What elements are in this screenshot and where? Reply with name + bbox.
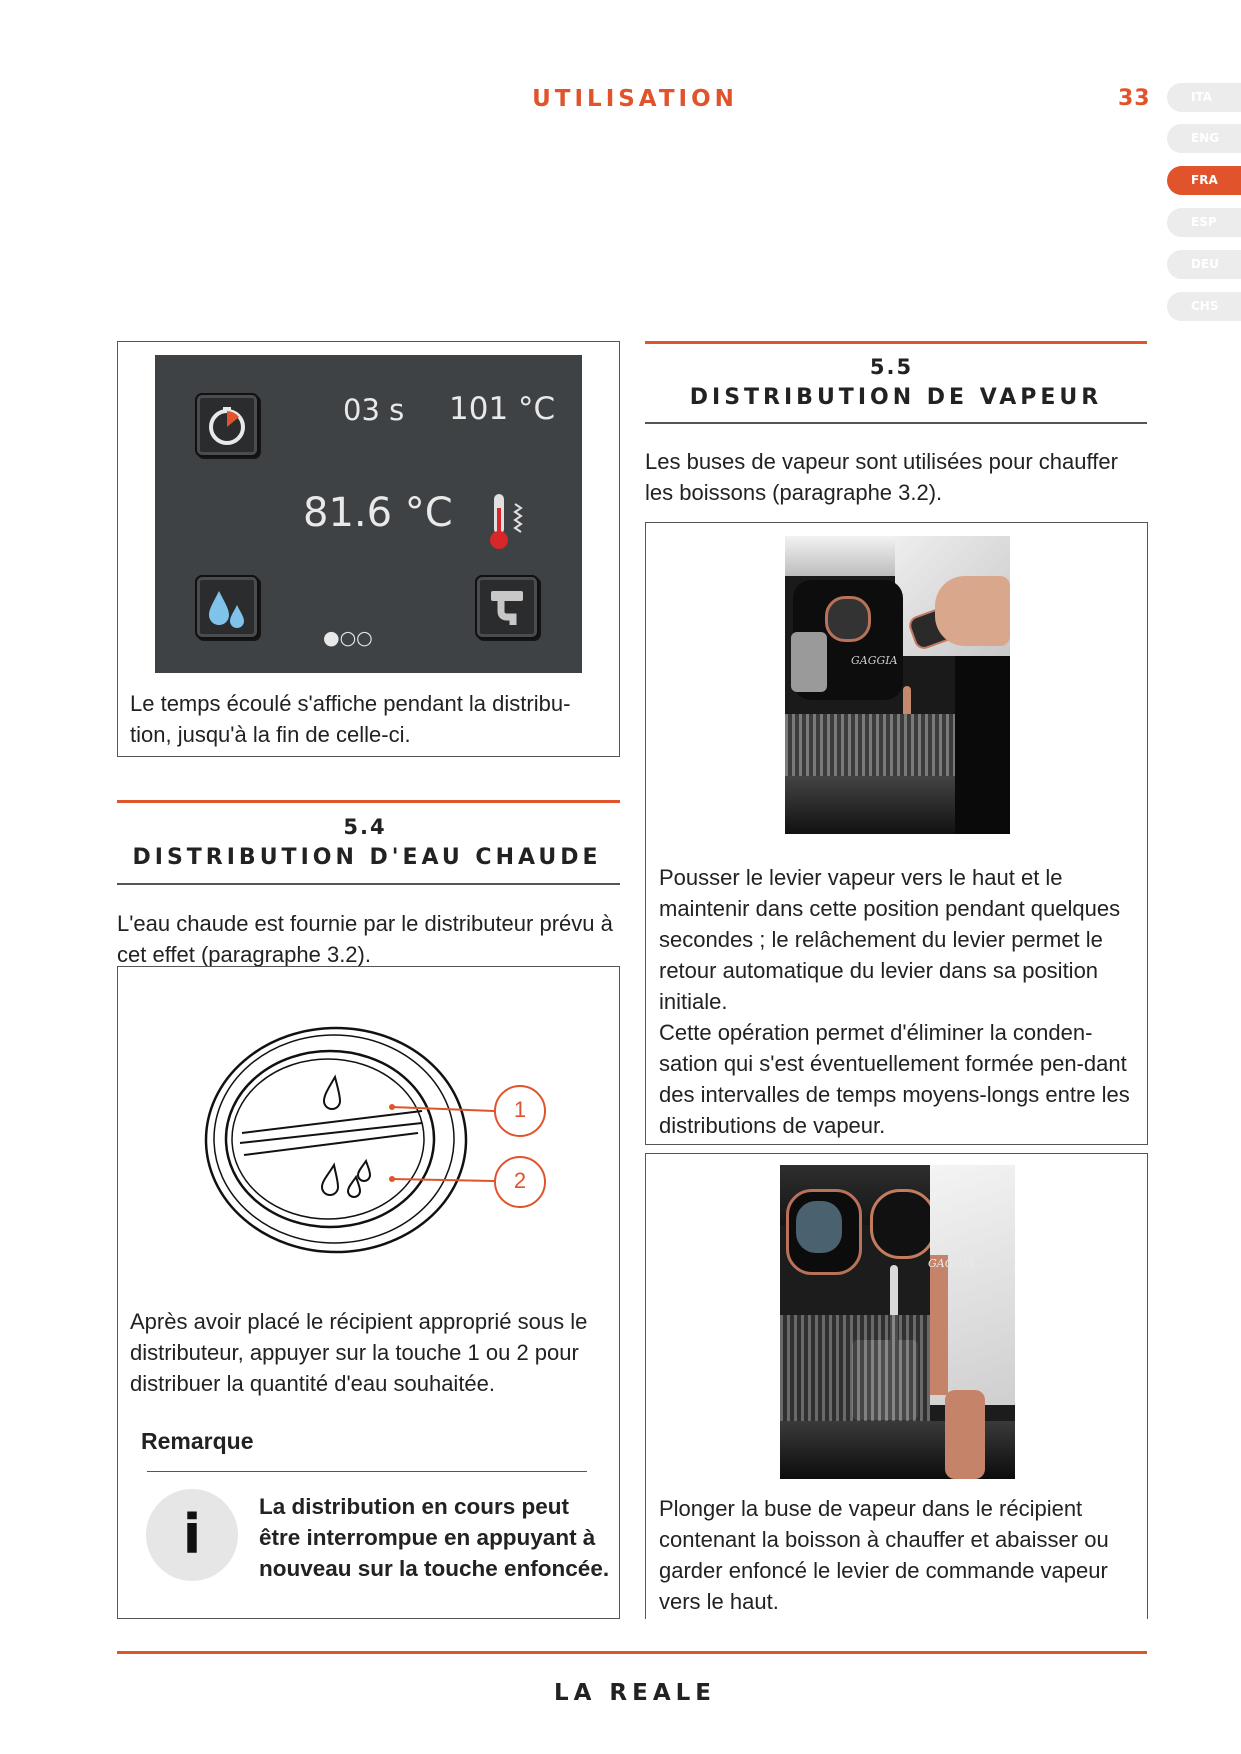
callout-2: 2 <box>513 1168 527 1193</box>
section-54-bottom-rule <box>117 883 620 885</box>
photo1-brand: GAGGIA <box>851 654 898 667</box>
section-54-instructions: Après avoir placé le récipient approprié sous le distributeur, appuyer sur la touche 1 ou 2 pour distribuer la quantité d'eau souhaitée. <box>130 1309 588 1396</box>
timer-button <box>195 393 259 457</box>
lang-tab-deu[interactable]: DEU <box>1167 250 1241 279</box>
section-54-top-rule <box>117 800 620 803</box>
note-title: Remarque <box>141 1428 254 1454</box>
timer-icon <box>197 395 257 455</box>
section-55-top-rule <box>645 341 1147 344</box>
steam-step1-text: Pousser le levier vapeur vers le haut et le maintenir dans cette position pendant quelques secondes ; le relâchement du levier permet le retour automatique du levier dans sa position initiale. <box>659 865 1121 1014</box>
hot-water-dispenser-diagram <box>200 1015 560 1270</box>
callout-1: 1 <box>513 1097 527 1122</box>
steam-step2-text: Plonger la buse de vapeur dans le récipient contenant la boisson à chauffer et abaisser ou garder enfoncé le levier de commande vapeur vers le haut. <box>659 1496 1109 1614</box>
section-55-title: DISTRIBUTION DE VAPEUR <box>689 385 1103 410</box>
lang-tab-fra[interactable]: FRA <box>1167 166 1241 195</box>
footer-brand: LA REALE <box>553 1680 717 1706</box>
hot-water-button <box>195 575 259 639</box>
water-drops-icon <box>197 577 257 637</box>
section-55-bottom-rule <box>645 422 1147 424</box>
boiler-temperature: 101 °C <box>449 391 556 427</box>
steam-lever-photo <box>785 536 1010 834</box>
info-icon <box>146 1489 238 1581</box>
water-temperature: 81.6 °C <box>303 490 453 536</box>
lang-tab-ita[interactable]: ITA <box>1167 83 1241 112</box>
elapsed-time: 03 s <box>343 393 405 427</box>
section-55-intro: Les buses de vapeur sont utilisées pour chauffer les boissons (paragraphe 3.2). <box>645 449 1118 505</box>
thermometer-icon <box>485 490 533 552</box>
photo2-brand: GAGGIA <box>928 1257 975 1270</box>
section-title: UTILISATION <box>532 86 738 112</box>
note-rule <box>147 1471 587 1472</box>
steam-wand-photo <box>780 1165 1015 1479</box>
page-number: 33 <box>1118 86 1151 111</box>
lang-tab-esp[interactable]: ESP <box>1167 208 1241 237</box>
footer-rule <box>117 1651 1147 1654</box>
lang-tab-chs[interactable]: CHS <box>1167 292 1241 321</box>
page-indicator: ●○○ <box>323 627 373 649</box>
info-icon-glyph: i <box>182 1503 202 1566</box>
steam-step1b-text: Cette opération permet d'éliminer la conden-sation qui s'est éventuellement formée pen-dant des intervalles de temps moyens-longs entre les distributions de vapeur. <box>659 1020 1130 1138</box>
lang-tab-eng[interactable]: ENG <box>1167 124 1241 153</box>
steam-button <box>475 575 539 639</box>
display-screen <box>155 355 582 673</box>
steam-wand-icon <box>477 577 537 637</box>
display-caption: Le temps écoulé s'affiche pendant la distribu-tion, jusqu'à la fin de celle-ci. <box>130 691 571 747</box>
section-54-number: 5.4 <box>343 815 387 839</box>
section-55-number: 5.5 <box>869 355 914 379</box>
note-text: La distribution en cours peut être interrompue en appuyant à nouveau sur la touche enfoncée. <box>259 1494 610 1581</box>
section-54-title: DISTRIBUTION D'EAU CHAUDE <box>132 845 602 870</box>
section-54-intro: L'eau chaude est fournie par le distributeur prévu à cet effet (paragraphe 3.2). <box>117 911 613 967</box>
